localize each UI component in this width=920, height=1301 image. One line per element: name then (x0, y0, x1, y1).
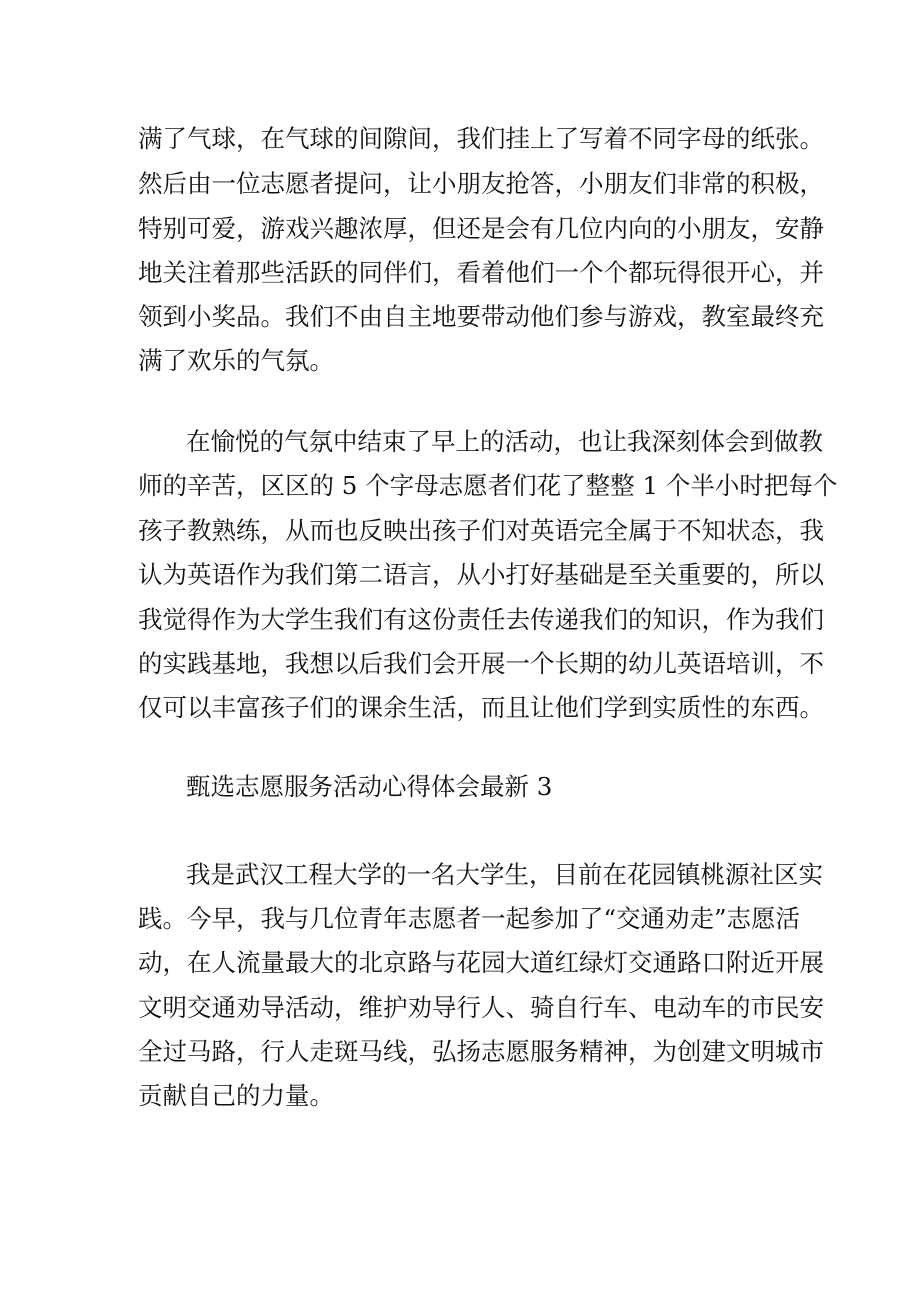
paragraph-2-line: 孩子教熟练，从而也反映出孩子们对英语完全属于不知状态，我 (138, 516, 824, 545)
paragraph-2-line: 我觉得作为大学生我们有这份责任去传递我们的知识，作为我们 (138, 605, 824, 634)
paragraph-3-line: 文明交通劝导活动，维护劝导行人、骑自行车、电动车的市民安 (138, 993, 824, 1022)
paragraph-2-line: 的实践基地，我想以后我们会开展一个长期的幼儿英语培训，不 (138, 649, 824, 678)
paragraph-3-line: 我是武汉工程大学的一名大学生，目前在花园镇桃源社区实 (186, 860, 823, 889)
paragraph-1-line: 地关注着那些活跃的同伴们，看着他们一个个都玩得很开心，并 (138, 258, 824, 287)
paragraph-2-line: 师的辛苦，区区的 5 个字母志愿者们花了整整 1 个半小时把每个 (138, 471, 838, 500)
paragraph-1-line: 特别可爱，游戏兴趣浓厚，但还是会有几位内向的小朋友，安静 (138, 214, 824, 243)
paragraph-3-line: 践。今早，我与几位青年志愿者一起参加了“交通劝走”志愿活 (138, 904, 801, 933)
paragraph-1-line: 领到小奖品。我们不由自主地要带动他们参与游戏，教室最终充 (138, 302, 824, 331)
section-heading: 甄选志愿服务活动心得体会最新 3 (186, 772, 553, 801)
paragraph-1-line: 然后由一位志愿者提问，让小朋友抢答，小朋友们非常的积极， (138, 169, 824, 198)
paragraph-3-line: 全过马路，行人走斑马线，弘扬志愿服务精神，为创建文明城市 (138, 1037, 824, 1066)
paragraph-3-line: 动，在人流量最大的北京路与花园大道红绿灯交通路口附近开展 (138, 948, 824, 977)
paragraph-2-line: 仅可以丰富孩子们的课余生活，而且让他们学到实质性的东西。 (138, 693, 824, 722)
paragraph-2-line: 认为英语作为我们第二语言，从小打好基础是至关重要的，所以 (138, 560, 824, 589)
paragraph-3-line: 贡献自己的力量。 (138, 1081, 334, 1110)
paragraph-1-line: 满了欢乐的气氛。 (138, 346, 334, 375)
paragraph-1-line: 满了气球，在气球的间隙间，我们挂上了写着不同字母的纸张。 (138, 124, 824, 153)
paragraph-2-line: 在愉悦的气氛中结束了早上的活动，也让我深刻体会到做教 (186, 427, 823, 456)
